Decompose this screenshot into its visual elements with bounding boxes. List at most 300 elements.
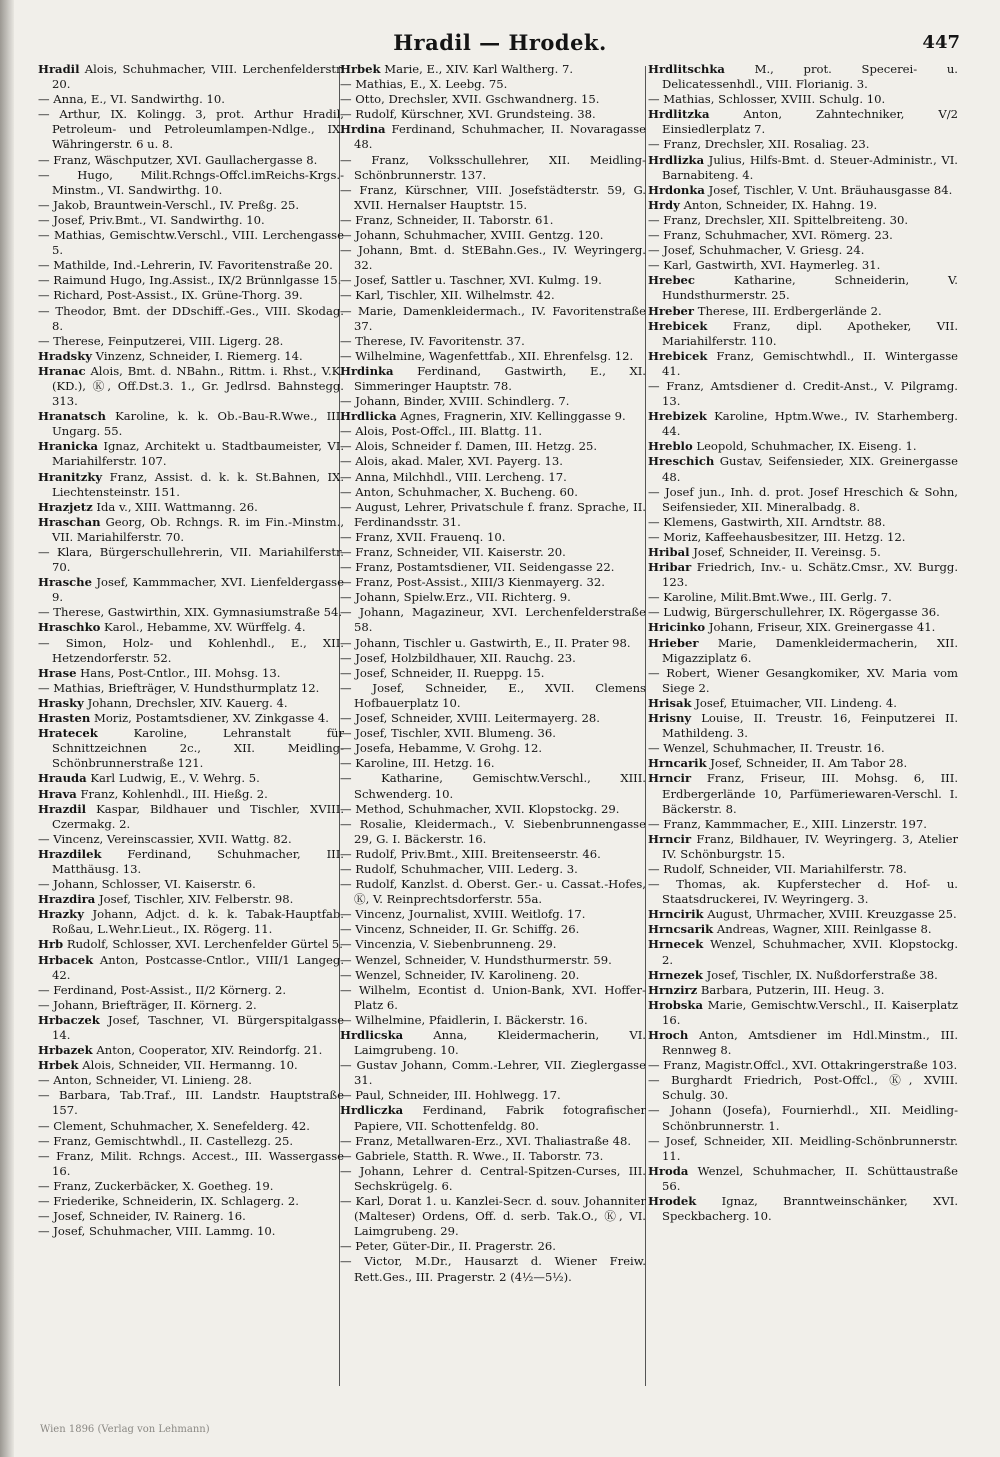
directory-entry [340,605,646,635]
entry-surname: Hrdlicka [340,409,397,424]
entry-details: — Josef, Schuhmacher, V. Griesg. 24. [648,243,865,258]
entry-surname: Hranitzky [38,469,103,484]
directory-entry [340,681,646,711]
entry-details: — Franz, Wäschputzer, XVI. Gaullachergasse 8. [38,152,318,167]
entry-details: Alois, Bmt. d. NBahn., Rittm. i. Rhst., V.K. (KD.), Ⓚ, Off.Dst.3. 1., Gr. Jedlrsd. Bahnstegg. 313. [52,363,344,409]
directory-entry [340,334,646,349]
directory-entry [38,907,344,937]
entry-surname: Hreber [648,303,695,318]
entry-details: — Otto, Drechsler, XVII. Gschwandnerg. 15. [340,92,600,107]
entry-surname: Hrava [38,786,77,801]
entry-details: Katharine, Schneiderin, V. Hundsthurmerstr. 25. [662,273,958,303]
directory-entry [340,711,646,726]
entry-surname: Hrisak [648,695,692,710]
directory-entry [38,1194,344,1209]
directory-entry [38,787,344,802]
entry-details: — Marie, Damenkleidermach., IV. Favoritenstraße 37. [340,303,646,333]
entry-surname: Hrnecek [648,937,704,952]
entry-details: Franz, dipl. Apotheker, VII. Mariahilferstr. 110. [662,318,958,348]
directory-entry [38,92,344,107]
entry-details: Josef, Taschner, VI. Bürgerspitalgasse 14. [52,1012,344,1042]
page-title: Hradil — Hrodek. [393,30,607,55]
entry-details: — Franz, Postamtsdiener, VII. Seidengasse 22. [340,560,615,575]
entry-surname: Hrasten [38,711,91,726]
entry-details: — Johann, Schlosser, VI. Kaiserstr. 6. [38,877,256,892]
entry-details: Karol., Hebamme, XV. Würffelg. 4. [104,620,306,635]
directory-entry [340,1239,646,1254]
entry-details: — Mathilde, Ind.-Lehrerin, IV. Favoritenstraße 20. [38,258,333,273]
entry-details: — Josef, Tischler, XVII. Blumeng. 36. [340,726,556,741]
entry-surname: Hribar [648,560,692,575]
entry-details: Karoline, Lehranstalt für Schnittzeichnen 2c., XII. Meidling-Schönbrunnerstraße 121. [52,726,344,771]
entry-details: — Gustav Johann, Comm.-Lehrer, VII. Zieglergasse 31. [340,1058,646,1088]
directory-entry [38,470,344,500]
entry-surname: Hrdlitzka [648,107,710,122]
column-middle [340,62,646,1392]
entry-details: Anton, Postcasse-Cntlor., VIII/1 Langeg. 42. [52,952,344,982]
directory-entry [38,439,344,469]
directory-entry [340,107,646,122]
entry-surname: Hrazky [38,907,84,922]
directory-entry [648,1028,958,1058]
directory-entry [648,304,958,319]
entry-surname: Hrdy [648,197,680,212]
directory-entry [340,907,646,922]
directory-entry [340,726,646,741]
entry-details: Alois, Schneider, VII. Hermanng. 10. [82,1058,298,1073]
directory-entry [38,726,344,771]
entry-surname: Hrazjetz [38,499,93,514]
entry-details: — Josef, Schneider, XII. Meidling-Schönbrunnerstr. 11. [648,1133,958,1163]
entry-surname: Hrazdil [38,801,87,816]
entry-details: Franz, Friseur, III. Mohsg. 6, III. Erdbergerlände 10, Parfümeriewaren-Verschl. I. Bäckerstr. 8. [662,771,958,816]
entry-details: — Josef, Schneider, IV. Rainerg. 16. [38,1209,246,1224]
entry-details: Karl Ludwig, E., V. Wehrg. 5. [90,771,260,786]
entry-details: Georg, Ob. Rchngs. R. im Fin.-Minstm., VII. Mariahilferstr. 70. [52,514,344,544]
entry-details: — Franz, Magistr.Offcl., XVI. Ottakringerstraße 103. [648,1058,958,1073]
directory-entry [38,364,344,409]
directory-entry [648,409,958,439]
entry-surname: Hrodek [648,1194,697,1209]
directory-entry [340,802,646,817]
directory-entry [648,213,958,228]
directory-entry [38,711,344,726]
directory-entry [648,515,958,530]
entry-details: — Hugo, Milit.Rchngs-Offcl.imReichs-Krgs.-Minstm., VI. Sandwirthg. 10. [38,167,344,197]
entry-details: Anton, Cooperator, XIV. Reindorfg. 21. [96,1043,323,1058]
directory-entry [340,651,646,666]
directory-entry [648,439,958,454]
entry-details: — Peter, Güter-Dir., II. Pragerstr. 26. [340,1239,556,1254]
directory-entry [38,983,344,998]
entry-details: Wenzel, Schuhmacher, XVII. Klopstockg. 2. [662,937,958,967]
directory-entry [340,394,646,409]
entry-details: — Theodor, Bmt. der DDschiff.-Ges., VIII. Skodag. 8. [38,303,344,333]
entry-details: Barbara, Putzerin, III. Heug. 3. [700,982,885,997]
entry-details: — Johann (Josefa), Fournierhdl., XII. Meidling-Schönbrunnerstr. 1. [648,1103,958,1133]
entry-details: — Franz, Amtsdiener d. Credit-Anst., V. Pilgramg. 13. [648,378,958,409]
directory-entry [648,153,958,183]
entry-details: — Anna, Milchhdl., VIII. Lercheng. 17. [340,469,567,484]
entry-surname: Hroda [648,1163,689,1178]
directory-entry [340,183,646,213]
entry-details: — Barbara, Tab.Traf., III. Landstr. Hauptstraße 157. [38,1088,344,1118]
directory-entry [648,1164,958,1194]
directory-entry [648,756,958,771]
directory-entry [340,1103,646,1133]
entry-surname: Hrb [38,937,64,952]
directory-entry [38,1058,344,1073]
entry-details: — Karoline, III. Hetzg. 16. [340,756,495,771]
directory-entry [648,107,958,137]
directory-entry [340,968,646,983]
directory-entry [38,258,344,273]
entry-details: — Arthur, IX. Kolingg. 3, prot. Arthur Hradil, Petroleum- und Petroleumlampen-Ndlge., IX. Währingerstr. 6 u. 8. [38,107,344,152]
entry-details: August, Uhrmacher, XVIII. Kreuzgasse 25. [707,907,957,922]
entry-surname: Hrase [38,665,77,680]
entry-details: — Johann, Magazineur, XVI. Lerchenfelderstraße 58. [340,605,646,635]
directory-entry [340,424,646,439]
entry-details: — Ferdinand, Post-Assist., II/2 Körnerg. 2. [38,982,287,997]
directory-entry [648,1103,958,1133]
directory-entry [340,530,646,545]
entry-surname: Hrasche [38,575,92,590]
directory-entry [38,1073,344,1088]
directory-entry [648,922,958,937]
column-left [38,62,344,1392]
entry-surname: Hreschich [648,454,715,469]
entry-surname: Hribal [648,545,690,559]
directory-entry [38,666,344,681]
entry-surname: Hrbek [340,62,381,76]
entry-details: Anton, Schneider, IX. Hahng. 19. [683,197,878,212]
directory-entry [340,228,646,243]
entry-details: Kaspar, Bildhauer und Tischler, XVIII. Czermakg. 2. [52,801,344,831]
directory-entry [648,545,958,560]
entry-surname: Hraschan [38,514,101,529]
directory-entry [340,409,646,424]
directory-entry [340,500,646,530]
entry-surname: Hrnzirz [648,982,698,997]
entry-details: Julius, Hilfs-Bmt. d. Steuer-Administr., VI. Barnabiteng. 4. [662,152,958,182]
directory-entry [38,1043,344,1058]
entry-surname: Hrbacek [38,952,94,967]
entry-details: Marie, Gemischtw.Verschl., II. Kaiserplatz 16. [662,997,958,1027]
entry-surname: Hrncirik [648,907,704,922]
directory-entry [648,1134,958,1164]
entry-surname: Hrncir [648,831,692,846]
entry-details: Andreas, Wagner, XIII. Reinlgasse 8. [716,922,932,937]
entry-details: — Johann, Lehrer d. Central-Spitzen-Curses, III. Sechskrügelg. 6. [340,1163,646,1193]
entry-details: Vinzenz, Schneider, I. Riemerg. 14. [95,348,303,363]
page-footer: Wien 1896 (Verlag von Lehmann) [40,1424,210,1435]
directory-entry [38,304,344,334]
directory-entry [340,273,646,288]
entry-details: — Vincenzia, V. Siebenbrunneng. 29. [340,937,557,952]
entry-surname: Hraschko [38,620,101,635]
directory-entry [38,334,344,349]
directory-entry [38,1013,344,1043]
entry-details: Marie, E., XIV. Karl Waltherg. 7. [384,62,574,76]
directory-entry [648,1058,958,1073]
directory-entry [648,62,958,92]
directory-entry [340,877,646,907]
directory-entry [648,817,958,832]
directory-entry [38,696,344,711]
directory-entry [340,439,646,454]
entry-surname: Hrncir [648,771,692,786]
entry-details: — Johann, Binder, XVIII. Schindlerg. 7. [340,394,570,409]
directory-entry [340,349,646,364]
directory-entry [38,213,344,228]
entry-surname: Hrisny [648,711,692,726]
entry-details: — Johann, Tischler u. Gastwirth, E., II. Prater 98. [340,635,631,650]
entry-details: — Vincenz, Journalist, XVIII. Weitlofg. 17. [340,907,586,922]
directory-entry [340,153,646,183]
entry-details: Franz, Gemischtwhdl., II. Wintergasse 41. [662,348,958,378]
entry-surname: Hradil [38,62,80,76]
entry-details: — Rudolf, Priv.Bmt., XIII. Breitenseerstr. 46. [340,846,601,861]
directory-entry [648,92,958,107]
directory-entry [648,907,958,922]
directory-entry [340,862,646,877]
directory-entry [340,288,646,303]
entry-details: — Franz, Metallwaren-Erz., XVI. Thaliastraße 48. [340,1133,632,1148]
directory-entry [38,998,344,1013]
directory-entry [38,107,344,152]
directory-entry [648,243,958,258]
entry-surname: Hrdina [340,122,386,137]
entry-details: Johann, Drechsler, XIV. Kauerg. 4. [87,695,288,710]
directory-entry [340,1058,646,1088]
entry-details: Ignaz, Architekt u. Stadtbaumeister, VI. Mariahilferstr. 107. [52,439,344,469]
entry-details: — Raimund Hugo, Ing.Assist., IX/2 Brünnlgasse 15. [38,273,342,288]
directory-entry [38,877,344,892]
directory-entry [340,983,646,1013]
entry-details: — Josef, Sattler u. Taschner, XVI. Kulmg. 19. [340,273,602,288]
entry-details: Wenzel, Schuhmacher, II. Schüttaustraße 56. [662,1163,958,1193]
directory-entry [38,1119,344,1134]
entry-surname: Hrazdilek [38,846,102,861]
directory-entry [340,922,646,937]
entry-details: — Rosalie, Kleidermach., V. Siebenbrunnengasse 29, G. I. Bäckerstr. 16. [340,816,646,846]
entry-details: — Wenzel, Schuhmacher, II. Treustr. 16. [648,741,885,756]
directory-entry [340,741,646,756]
entry-details: — Josef, Schneider, XVIII. Leitermayerg. 28. [340,711,600,726]
directory-entry [38,832,344,847]
entry-surname: Hroch [648,1028,689,1042]
directory-entry [38,1224,344,1239]
entry-details: Alois, Schuhmacher, VIII. Lerchenfelderstr. 20. [52,62,344,92]
directory-entry [648,636,958,666]
entry-surname: Hrdlizka [648,152,705,167]
directory-entry [648,711,958,741]
directory-entry [340,847,646,862]
directory-entry [340,62,646,77]
directory-entry [38,1209,344,1224]
entry-details: — Anna, E., VI. Sandwirthg. 10. [38,92,225,107]
directory-entry [648,454,958,484]
page-header [40,30,960,58]
directory-entry [340,1254,646,1284]
directory-entry [340,1088,646,1103]
entry-surname: Hrbaczek [38,1012,100,1027]
entry-details: Marie, Damenkleidermacherin, XII. Migazziplatz 6. [662,635,958,665]
entry-details: Ferdinand, Fabrik fotografischer Papiere, VII. Schottenfeldg. 80. [354,1103,646,1133]
entry-details: Ferdinand, Schuhmacher, II. Novaragasse 48. [354,122,646,152]
directory-entry [340,1028,646,1058]
entry-surname: Hrebizek [648,409,707,424]
directory-entry [38,620,344,635]
directory-entry [38,802,344,832]
directory-entry [648,379,958,409]
entry-details: Ferdinand, Gastwirth, E., XI. Simmeringer Hauptstr. 78. [354,363,646,393]
entry-details: Johann, Adjct. d. k. k. Tabak-Hauptfab. Roßau, L.Wehr.Lieut., IX. Rögerg. 11. [52,907,344,937]
entry-details: — Burghardt Friedrich, Post-Offcl., Ⓚ, XVIII. Schulg. 30. [648,1073,958,1103]
directory-entry [648,998,958,1028]
entry-details: Rudolf, Schlosser, XVI. Lerchenfelder Gürtel 5. [66,937,343,952]
entry-details: Louise, II. Treustr. 16, Feinputzerei II. Mathildeng. 3. [662,711,958,741]
directory-entry [648,741,958,756]
entry-details: Josef, Kammmacher, XVI. Lienfeldergasse 9. [52,575,344,605]
directory-entry [340,364,646,394]
entry-details: — Franz, Volksschullehrer, XII. Meidling-Schönbrunnerstr. 137. [340,152,646,182]
entry-surname: Hrdlitschka [648,62,725,76]
directory-entry [340,590,646,605]
entry-details: — Therese, Feinputzerei, VIII. Ligerg. 28. [38,333,284,348]
entry-surname: Hrnezek [648,967,703,982]
entry-surname: Hrieber [648,635,699,650]
entry-surname: Hrasky [38,695,84,710]
directory-entry [38,847,344,877]
directory-entry [648,696,958,711]
entry-details: — Josef, Priv.Bmt., VI. Sandwirthg. 10. [38,212,265,227]
entry-surname: Hrdinka [340,363,394,378]
directory-entry [648,560,958,590]
page-gutter-shadow [0,0,14,1457]
entry-details: — Johann, Bmt. d. StEBahn.Ges., IV. Weyringerg. 32. [340,243,646,273]
entry-details: — Alois, Schneider f. Damen, III. Hetzg. 25. [340,439,598,454]
entry-details: Josef, Etuimacher, VII. Lindeng. 4. [695,695,897,710]
entry-surname: Hrobska [648,997,703,1012]
entry-details: — Moriz, Kaffeehausbesitzer, III. Hetzg. 12. [648,529,906,544]
entry-surname: Hratecek [38,726,98,741]
entry-details: — Josef, Schneider, II. Rueppg. 15. [340,665,545,680]
entry-details: M., prot. Specerei- u. Delicatessenhdl., VIII. Florianig. 3. [662,62,958,92]
directory-entry [38,545,344,575]
directory-entry [340,937,646,952]
directory-entry [38,273,344,288]
entry-surname: Hrbek [38,1058,79,1073]
directory-entry [38,605,344,620]
entry-details: — August, Lehrer, Privatschule f. franz. Sprache, II. Ferdinandsstr. 31. [340,499,646,529]
entry-surname: Hrdlicska [340,1028,404,1042]
directory-entry [340,771,646,801]
entry-surname: Hrncsarik [648,922,714,937]
entry-details: — Gabriele, Statth. R. Wwe., II. Taborstr. 73. [340,1148,604,1163]
entry-details: — Thomas, ak. Kupferstecher d. Hof- u. Staatsdruckerei, IV. Weyringerg. 3. [648,877,958,907]
entry-details: — Franz, Post-Assist., XIII/3 Kienmayerg. 32. [340,575,605,590]
directory-entry [38,62,344,92]
directory-entry [38,575,344,605]
entry-details: — Wilhelmine, Wagenfettfab., XII. Ehrenfelsg. 12. [340,348,634,363]
directory-entry [340,636,646,651]
entry-details: — Josefa, Hebamme, V. Grohg. 12. [340,741,543,756]
directory-entry [340,817,646,847]
page-number: 447 [922,32,960,53]
entry-details: — Alois, akad. Maler, XVI. Payerg. 13. [340,454,563,469]
directory-entry [38,937,344,952]
entry-details: — Anton, Schuhmacher, X. Bucheng. 60. [340,484,578,499]
directory-entry [340,560,646,575]
directory-entry [648,605,958,620]
directory-entry [340,953,646,968]
directory-entry [340,485,646,500]
entry-details: — Rudolf, Schneider, VII. Mariahilferstr. 78. [648,861,907,876]
entry-details: Josef, Tischler, IX. Nußdorferstraße 38. [706,967,938,982]
entry-details: — Franz, XVII. Frauenq. 10. [340,529,506,544]
directory-entry [340,1013,646,1028]
entry-details: Moriz, Postamtsdiener, XV. Zinkgasse 4. [93,711,329,726]
directory-entry [648,258,958,273]
entry-details: — Simon, Holz- und Kohlenhdl., E., XII. Hetzendorferstr. 52. [38,635,344,665]
directory-entry [648,590,958,605]
directory-entry [340,304,646,334]
entry-details: — Karl, Tischler, XII. Wilhelmstr. 42. [340,288,555,303]
column-right [648,62,958,1392]
entry-details: — Therese, Gastwirthin, XIX. Gymnasiumstraße 54. [38,605,343,620]
directory-entry [38,168,344,198]
directory-entry [648,983,958,998]
entry-details: — Rudolf, Kürschner, XVI. Grundsteing. 38. [340,107,596,122]
directory-entry [648,832,958,862]
directory-entry [648,530,958,545]
directory-entry [340,454,646,469]
directory-entry [38,288,344,303]
entry-details: — Vincenz, Schneider, II. Gr. Schiffg. 26. [340,922,580,937]
entry-details: Franz, Assist. d. k. k. St.Bahnen, IX. Liechtensteinstr. 151. [52,469,344,499]
entry-surname: Hrbazek [38,1043,93,1058]
entry-details: — Karl, Dorat 1. u. Kanzlei-Secr. d. souv. Johanniter (Malteser) Ordens, Off. d. serb. Tak.O., Ⓚ, VI. Laimgrubeng. 29. [340,1194,646,1239]
entry-details: Ignaz, Branntweinschänker, XVI. Speckbacherg. 10. [662,1194,958,1224]
entry-details: — Franz, Schneider, II. Taborstr. 61. [340,212,554,227]
entry-details: — Josef, Schneider, E., XVII. Clemens Hofbauerplatz 10. [340,680,646,710]
entry-surname: Hrebicek [648,318,708,333]
entry-details: Gustav, Seifensieder, XIX. Greinergasse 48. [662,454,958,484]
entry-surname: Hricinko [648,620,706,635]
entry-details: — Friederike, Schneiderin, IX. Schlagerg. 2. [38,1194,299,1209]
entry-surname: Hrebicek [648,348,708,363]
entry-details: — Victor, M.Dr., Hausarzt d. Wiener Freiw. Rett.Ges., III. Pragerstr. 2 (4½—5½). [340,1254,646,1284]
entry-details: — Vincenz, Vereinscassier, XVII. Wattg. 82. [38,831,292,846]
entry-details: — Paul, Schneider, III. Hohlwegg. 17. [340,1088,561,1103]
directory-entry [340,575,646,590]
entry-details: Franz, Bildhauer, IV. Weyringerg. 3, Atelier IV. Schönburgstr. 15. [662,831,958,861]
entry-details: — Johann, Briefträger, II. Körnerg. 2. [38,997,257,1012]
entry-surname: Hradsky [38,348,92,363]
entry-details: Agnes, Fragnerin, XIV. Kellinggasse 9. [400,409,626,424]
directory-entry [340,1134,646,1149]
entry-details: — Katharine, Gemischtw.Verschl., XIII. Schwenderg. 10. [340,771,646,801]
directory-entry [38,515,344,545]
directory-entry [648,137,958,152]
entry-details: — Franz, Schuhmacher, XVI. Römerg. 23. [648,228,893,243]
directory-entry [38,1134,344,1149]
directory-entry [648,968,958,983]
entry-details: — Franz, Kürschner, VIII. Josefstädterstr. 59, G. XVII. Hernalser Hauptstr. 15. [340,182,646,212]
entry-details: — Mathias, Gemischtw.Verschl., VIII. Lerchengasse 5. [38,228,344,258]
directory-entry [648,198,958,213]
